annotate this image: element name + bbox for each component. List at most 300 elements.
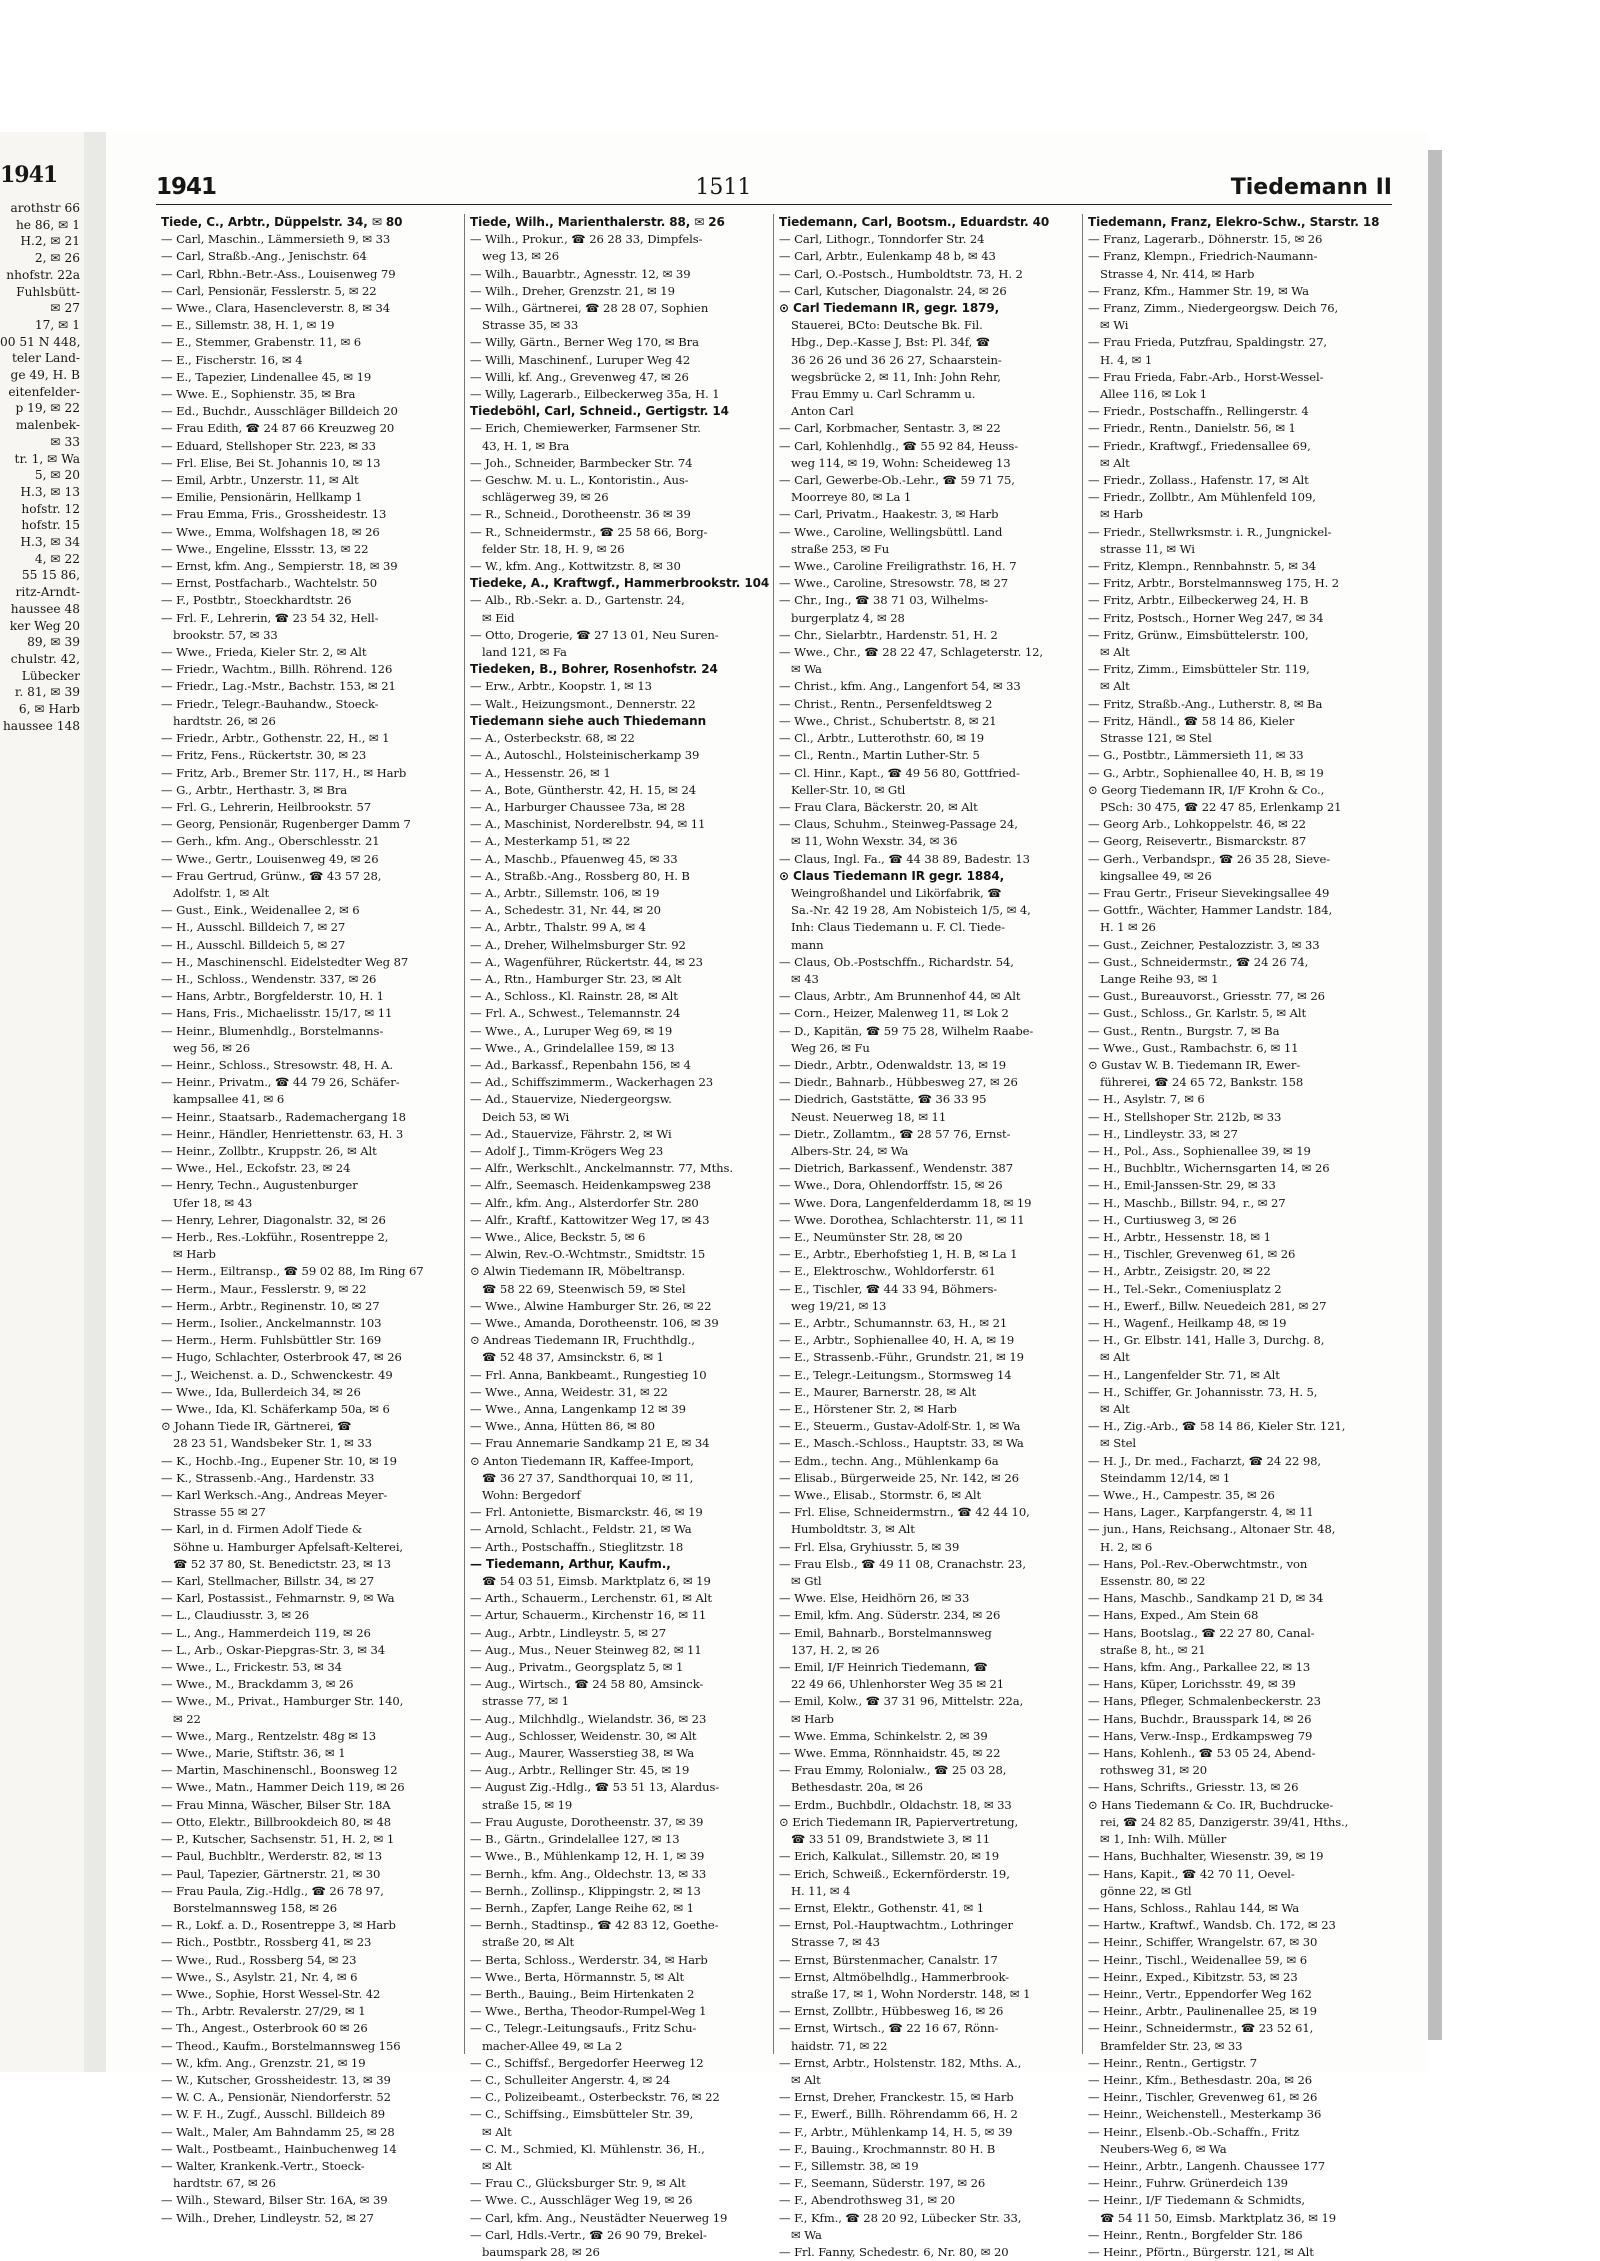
directory-entry: — H., Maschb., Billstr. 94, r., ✉ 27 — [1088, 1195, 1286, 1210]
directory-entry: — Franz, Zimm., Niedergeorgsw. Deich 76, — [1088, 301, 1339, 316]
directory-entry: ☎ 58 22 69, Steenwisch 59, ✉ Stel — [482, 1281, 686, 1296]
directory-entry: — Alfr., Seemasch. Heidenkampsweg 238 — [470, 1178, 711, 1193]
directory-entry: — Frl. Anna, Bankbeamt., Rungestieg 10 — [470, 1367, 707, 1382]
directory-entry: — Wwe., Clara, Hasencleverstr. 8, ✉ 34 — [161, 301, 391, 316]
directory-entry: — H., Lindleystr. 33, ✉ 27 — [1088, 1126, 1238, 1141]
directory-entry: — H., Pol., Ass., Sophienallee 39, ✉ 19 — [1088, 1143, 1311, 1158]
directory-entry: — Heinr., Tischler, Grevenweg 61, ✉ 26 — [1088, 2090, 1318, 2105]
previous-page-line: Fuhlsbütt- — [16, 284, 80, 299]
directory-entry: ☎ 52 37 80, St. Benedictstr. 23, ✉ 13 — [173, 1556, 391, 1571]
previous-page-line: ritz-Arndt- — [15, 585, 80, 600]
directory-entry: weg 19/21, ✉ 13 — [791, 1298, 887, 1313]
directory-entry: baumspark 28, ✉ 26 — [482, 2244, 600, 2259]
directory-entry: ✉ Eid — [482, 610, 515, 625]
directory-entry: — Heinr., Kfm., Bethesdastr. 20a, ✉ 26 — [1088, 2072, 1313, 2087]
directory-entry: — Hans, Maschb., Sandkamp 21 D, ✉ 34 — [1088, 1591, 1324, 1606]
directory-entry: — Heinr., Rentn., Gertigstr. 7 — [1088, 2055, 1258, 2070]
directory-entry: — Wwe. E., Sophienstr. 35, ✉ Bra — [161, 387, 356, 402]
directory-entry: — Bernh., Zollinsp., Klippingstr. 2, ✉ 13 — [470, 1883, 701, 1898]
directory-entry: — Frl. Elise, Schneidermstrn., ☎ 42 44 10, — [779, 1505, 1030, 1520]
previous-page-year: 1941 — [0, 162, 58, 188]
directory-entry: Neust. Neuerweg 18, ✉ 11 — [791, 1109, 947, 1124]
directory-entry: — Wwe. Emma, Rönnhaidstr. 45, ✉ 22 — [779, 1746, 1001, 1761]
directory-entry: — Hans, Bootslag., ☎ 22 27 80, Canal- — [1088, 1625, 1315, 1640]
directory-entry: — Frau Annemarie Sandkamp 21 E, ✉ 34 — [470, 1436, 710, 1451]
directory-entry: — H., Arbtr., Hessenstr. 18, ✉ 1 — [1088, 1229, 1271, 1244]
directory-entry: — Hans, Kohlenh., ☎ 53 05 24, Abend- — [1088, 1746, 1316, 1761]
directory-entry: — Alwin, Rev.-O.-Wchtmstr., Smidtstr. 15 — [470, 1247, 706, 1262]
directory-entry: Inh: Claus Tiedemann u. F. Cl. Tiede- — [791, 920, 1006, 935]
directory-entry: strasse 77, ✉ 1 — [482, 1694, 569, 1709]
directory-entry: — Franz, Lagerarb., Döhnerstr. 15, ✉ 26 — [1088, 232, 1323, 247]
directory-entry: kampsallee 41, ✉ 6 — [173, 1092, 285, 1107]
directory-entry: — H., Arbtr., Zeisigstr. 20, ✉ 22 — [1088, 1264, 1271, 1279]
directory-entry: — F., Arbtr., Mühlenkamp 14, H. 5, ✉ 39 — [779, 2124, 1013, 2139]
previous-page-line: tr. 1, ✉ Wa — [14, 451, 80, 466]
directory-entry: — Wwe., Gust., Rambachstr. 6, ✉ 11 — [1088, 1040, 1299, 1055]
directory-entry: — Arth., Schauerm., Lerchenstr. 61, ✉ Alt — [470, 1591, 712, 1606]
directory-entry: — Aug., Arbtr., Lindleystr. 5, ✉ 27 — [470, 1625, 666, 1640]
directory-entry: — Herm., Isolier., Anckelmannstr. 103 — [161, 1316, 382, 1330]
directory-entry: — Christ., Rentn., Persenfeldtsweg 2 — [779, 696, 993, 711]
directory-entry: — Emil, Bahnarb., Borstelmannsweg — [779, 1625, 992, 1640]
directory-column-4 — [1083, 214, 1392, 2259]
directory-entry: — Franz, Klempn., Friedrich-Naumann- — [1088, 249, 1318, 264]
directory-entry: — Heinr., Schiffer, Wrangelstr. 67, ✉ 30 — [1088, 1935, 1318, 1950]
directory-entry: — Wwe., Dora, Ohlendorffstr. 15, ✉ 26 — [779, 1178, 1003, 1193]
directory-entry: ✉ Gtl — [791, 1574, 822, 1589]
directory-entry: Tiedemann, Carl, Bootsm., Eduardstr. 40 — [779, 215, 1050, 229]
previous-page-line: 89, ✉ 39 — [27, 635, 80, 650]
directory-entry: — Ad., Stauervize, Fährstr. 2, ✉ Wi — [470, 1126, 672, 1141]
directory-entry: — Herm., Eiltransp., ☎ 59 02 88, Im Ring 67 — [161, 1264, 424, 1279]
directory-entry: — R., Schneid., Dorotheenstr. 36 ✉ 39 — [470, 507, 691, 522]
header-year: 1941 — [156, 174, 217, 200]
directory-entry: — Wwe., Anna, Langenkamp 12 ✉ 39 — [470, 1402, 686, 1417]
directory-entry: — Frl. F., Lehrerin, ☎ 23 54 32, Hell- — [161, 610, 379, 625]
directory-entry: — Carl, Rbhn.-Betr.-Ass., Louisenweg 79 — [161, 266, 396, 281]
directory-entry: — Erdm., Buchbdlr., Oldachstr. 18, ✉ 33 — [779, 1797, 1012, 1812]
directory-entry: — Cl., Rentn., Martin Luther-Str. 5 — [779, 748, 980, 763]
directory-entry: Tiede, Wilh., Marienthalerstr. 88, ✉ 26 — [470, 215, 725, 229]
directory-entry: — Wwe., Caroline, Wellingsbüttl. Land — [779, 524, 1003, 539]
directory-columns — [156, 214, 1392, 2259]
directory-entry: — Ad., Barkassf., Repenbahn 156, ✉ 4 — [470, 1057, 691, 1072]
directory-entry: Bramfelder Str. 23, ✉ 33 — [1100, 2038, 1243, 2053]
previous-page-line: ✉ 33 — [50, 434, 80, 449]
directory-entry: — Heinr., Tischl., Weidenallee 59, ✉ 6 — [1088, 1952, 1307, 1967]
directory-entry: — A., Straßb.-Ang., Rossberg 80, H. B — [470, 868, 690, 883]
directory-entry: — Ed., Buchdr., Ausschläger Billdeich 20 — [161, 404, 398, 419]
directory-entry: — A., Autoschl., Holsteinischerkamp 39 — [470, 748, 700, 763]
directory-entry: ✉ Harb — [173, 1247, 216, 1262]
directory-entry: — Corn., Heizer, Malenweg 11, ✉ Lok 2 — [779, 1006, 1009, 1021]
directory-entry: — Wwe., Gertr., Louisenweg 49, ✉ 26 — [161, 851, 379, 866]
directory-entry: — Carl, Gewerbe-Ob.-Lehr., ☎ 59 71 75, — [779, 473, 1015, 488]
directory-entry: — E., Maurer, Barnerstr. 28, ✉ Alt — [779, 1384, 977, 1399]
directory-entry: — Bernh., Stadtinsp., ☎ 42 83 12, Goethe- — [470, 1918, 719, 1933]
directory-entry: — Paul, Tapezier, Gärtnerstr. 21, ✉ 30 — [161, 1866, 381, 1881]
directory-entry: — Hans, Verw.-Insp., Erdkampsweg 79 — [1088, 1728, 1313, 1743]
directory-entry: — Geschw. M. u. L., Kontoristin., Aus- — [470, 473, 689, 488]
directory-entry: — H., Tel.-Sekr., Comeniusplatz 2 — [1088, 1281, 1282, 1296]
directory-entry: — Willy, Gärtn., Berner Weg 170, ✉ Bra — [470, 335, 699, 350]
directory-entry: Ufer 18, ✉ 43 — [173, 1195, 253, 1210]
directory-entry: — Th., Arbtr. Revalerstr. 27/29, ✉ 1 — [161, 2004, 366, 2019]
directory-entry: — Wwe., Berta, Hörmannstr. 5, ✉ Alt — [470, 1969, 685, 1984]
directory-entry: — Wilh., Prokur., ☎ 26 28 33, Dimpfels- — [470, 232, 703, 247]
directory-entry: — E., Stemmer, Grabenstr. 11, ✉ 6 — [161, 335, 362, 350]
directory-entry: — A., Maschb., Pfauenweg 45, ✉ 33 — [470, 851, 678, 866]
directory-entry: ✉ Alt — [1100, 1350, 1130, 1365]
directory-entry: — E., Elektroschw., Wohldorferstr. 61 — [779, 1264, 996, 1279]
directory-entry: Keller-Str. 10, ✉ Gtl — [791, 782, 906, 797]
directory-entry: Weingroßhandel und Likörfabrik, ☎ — [791, 885, 1002, 900]
directory-entry: — Wwe., Amanda, Dorotheenstr. 106, ✉ 39 — [470, 1316, 719, 1330]
previous-page-line: 00 51 N 448, — [0, 334, 81, 349]
directory-entry: — A., Mesterkamp 51, ✉ 22 — [470, 834, 631, 849]
directory-entry: ✉ Alt — [1100, 1402, 1130, 1417]
directory-entry: ✉ Alt — [482, 2124, 512, 2139]
directory-entry: ✉ Alt — [482, 2158, 512, 2173]
directory-entry: — A., Maschinist, Norderelbstr. 94, ✉ 11 — [470, 817, 706, 832]
directory-entry: — Chr., Ing., ☎ 38 71 03, Wilhelms- — [779, 593, 989, 608]
directory-entry: — Dietr., Zollamtm., ☎ 28 57 76, Ernst- — [779, 1126, 1011, 1141]
directory-entry: — F., Seemann, Süderstr. 197, ✉ 26 — [779, 2176, 986, 2191]
directory-column-3 — [774, 214, 1083, 2259]
directory-entry: — Wilh., Bauarbtr., Agnesstr. 12, ✉ 39 — [470, 266, 691, 281]
directory-entry: ☎ 33 51 09, Brandstwiete 3, ✉ 11 — [791, 1832, 990, 1847]
directory-entry: — Carl, Straßb.-Ang., Jenischstr. 64 — [161, 249, 367, 264]
directory-entry: — Wwe., Caroline, Stresowstr. 78, ✉ 27 — [779, 576, 1009, 591]
directory-entry: — W., Kutscher, Grossheidestr. 13, ✉ 39 — [161, 2072, 391, 2087]
directory-entry: — Wwe., Marg., Rentzelstr. 48g ✉ 13 — [161, 1728, 376, 1743]
directory-entry: — Emil, Kolw., ☎ 37 31 96, Mittelstr. 22a, — [779, 1694, 1024, 1709]
directory-entry: — E., Fischerstr. 16, ✉ 4 — [161, 352, 303, 367]
directory-entry: — Carl, Kutscher, Diagonalstr. 24, ✉ 26 — [779, 283, 1007, 298]
previous-page-line: 2, ✉ 26 — [34, 251, 80, 266]
directory-entry: — Ernst, kfm. Ang., Sempierstr. 18, ✉ 39 — [161, 559, 398, 574]
directory-entry: — D., Kapitän, ☎ 59 75 28, Wilhelm Raabe- — [779, 1023, 1034, 1038]
directory-entry: ✉ Wa — [791, 662, 822, 677]
directory-entry: — R., Schneidermstr., ☎ 25 58 66, Borg- — [470, 524, 708, 539]
directory-entry: — Wwe., Rud., Rossberg 54, ✉ 23 — [161, 1952, 357, 1967]
directory-entry: — Wwe., Caroline Freiligrathstr. 16, H. 7 — [779, 559, 1017, 574]
directory-entry: — Heinr., Vertr., Eppendorfer Weg 162 — [1088, 1986, 1312, 2001]
directory-entry: — A., Rtn., Hamburger Str. 23, ✉ Alt — [470, 971, 682, 986]
book-gutter — [84, 132, 106, 2072]
previous-page-line: 55 15 86, — [21, 568, 80, 583]
directory-entry: — Paul, Buchbltr., Werderstr. 82, ✉ 13 — [161, 1849, 382, 1864]
directory-entry: straße 15, ✉ 19 — [482, 1797, 573, 1812]
directory-entry: — Wilh., Dreher, Lindleystr. 52, ✉ 27 — [161, 2210, 374, 2225]
directory-entry: — F., Abendrothsweg 31, ✉ 20 — [779, 2193, 956, 2208]
directory-entry: — Hans, Arbtr., Borgfelderstr. 10, H. 1 — [161, 989, 384, 1004]
directory-entry: straße 8, ht., ✉ 21 — [1100, 1642, 1206, 1657]
directory-entry: — August Zig.-Hdlg., ☎ 53 51 13, Alardus- — [470, 1780, 720, 1795]
directory-entry: Lange Reihe 93, ✉ 1 — [1100, 971, 1219, 986]
directory-entry: — Karl, Stellmacher, Billstr. 34, ✉ 27 — [161, 1574, 375, 1589]
directory-entry: — Georg, Reisevertr., Bismarckstr. 87 — [1088, 834, 1307, 849]
directory-entry: — Aug., Schlosser, Weidenstr. 30, ✉ Alt — [470, 1728, 697, 1743]
directory-entry: — H., Emil-Janssen-Str. 29, ✉ 33 — [1088, 1178, 1276, 1193]
directory-entry: — Bernh., Zapfer, Lange Reihe 62, ✉ 1 — [470, 1900, 694, 1915]
directory-entry: — Claus, Arbtr., Am Brunnenhof 44, ✉ Alt — [779, 989, 1021, 1004]
directory-entry: ⊙ Anton Tiedemann IR, Kaffee-Import, — [470, 1453, 694, 1468]
directory-entry: Moorreye 80, ✉ La 1 — [791, 490, 912, 505]
directory-entry: — Arnold, Schlacht., Feldstr. 21, ✉ Wa — [470, 1522, 692, 1537]
directory-entry: — Heinr., Zollbtr., Kruppstr. 26, ✉ Alt — [161, 1143, 377, 1158]
directory-entry: ☎ 52 48 37, Amsinckstr. 6, ✉ 1 — [482, 1350, 664, 1365]
directory-entry: straße 253, ✉ Fu — [791, 541, 890, 556]
directory-entry: — Wwe., Emma, Wolfshagen 18, ✉ 26 — [161, 524, 380, 539]
directory-entry: — C., Polizeibeamt., Osterbeckstr. 76, ✉ 22 — [470, 2090, 720, 2105]
directory-entry: — Wwe., A., Grindelallee 159, ✉ 13 — [470, 1040, 675, 1055]
directory-entry: — Ernst, Wirtsch., ☎ 22 16 67, Rönn- — [779, 2021, 999, 2036]
directory-entry: — Theod., Kaufm., Borstelmannsweg 156 — [161, 2038, 401, 2053]
directory-entry: — Frau Emma, Fris., Grossheidestr. 13 — [161, 507, 387, 522]
directory-entry: — Fritz, Postsch., Horner Weg 247, ✉ 34 — [1088, 610, 1324, 625]
directory-entry: Weg 26, ✉ Fu — [791, 1040, 870, 1055]
directory-entry: — Alfr., Werkschlt., Anckelmannstr. 77, Mths. — [470, 1161, 733, 1176]
directory-entry: — F., Bauing., Krochmannstr. 80 H. B — [779, 2141, 996, 2156]
directory-entry: — Claus, Ob.-Postschffn., Richardstr. 54, — [779, 954, 1014, 969]
previous-page-line: H.3, ✉ 13 — [20, 484, 80, 499]
directory-entry: Anton Carl — [791, 404, 854, 419]
previous-page-line: haussee 48 — [10, 601, 80, 616]
directory-entry: — Erw., Arbtr., Koopstr. 1, ✉ 13 — [470, 679, 652, 694]
previous-page-line: nhofstr. 22a — [6, 267, 80, 282]
directory-entry: haidstr. 71, ✉ 22 — [791, 2038, 888, 2053]
directory-entry: — Carl, kfm. Ang., Neustädter Neuerweg 19 — [470, 2210, 728, 2225]
directory-entry: — Ad., Stauervize, Niedergeorgsw. — [470, 1092, 672, 1107]
previous-page-line: hofstr. 12 — [21, 501, 80, 516]
directory-entry: ⊙ Hans Tiedemann & Co. IR, Buchdrucke- — [1088, 1797, 1334, 1812]
previous-page-line: hofstr. 15 — [21, 518, 80, 533]
directory-entry: — Joh., Schneider, Barmbecker Str. 74 — [470, 455, 693, 470]
directory-entry: — Friedr., Lag.-Mstr., Bachstr. 153, ✉ 21 — [161, 679, 396, 694]
directory-entry: strasse 11, ✉ Wi — [1100, 541, 1195, 556]
directory-entry: ✉ Alt — [791, 2072, 821, 2087]
directory-entry: Allee 116, ✉ Lok 1 — [1100, 387, 1208, 402]
directory-entry: Tiede, C., Arbtr., Düppelstr. 34, ✉ 80 — [161, 215, 403, 229]
directory-entry: — Wwe. Else, Heidhörn 26, ✉ 33 — [779, 1591, 970, 1606]
directory-entry: — Emil, Arbtr., Unzerstr. 11, ✉ Alt — [161, 473, 359, 488]
directory-entry: — Friedr., Arbtr., Gothenstr. 22, H., ✉ 1 — [161, 731, 390, 746]
directory-entry: — Heinr., Schloss., Stresowstr. 48, H. A. — [161, 1057, 393, 1072]
directory-entry: — Aug., Privatm., Georgsplatz 5, ✉ 1 — [470, 1660, 684, 1675]
directory-entry: Strasse 7, ✉ 43 — [791, 1935, 880, 1950]
directory-entry: — Frl. G., Lehrerin, Heilbrookstr. 57 — [161, 799, 372, 814]
directory-entry: — E., Arbtr., Sophienallee 40, H. A, ✉ 19 — [779, 1333, 1015, 1348]
directory-entry: — Wwe., H., Campestr. 35, ✉ 26 — [1088, 1488, 1275, 1503]
directory-entry: — Aug., Arbtr., Rellinger Str. 45, ✉ 19 — [470, 1763, 690, 1778]
directory-entry: — Wwe., Alice, Beckstr. 5, ✉ 6 — [470, 1229, 646, 1244]
directory-entry: — Walter, Krankenk.-Vertr., Stoeck- — [161, 2158, 365, 2173]
directory-entry: — Wilh., Steward, Bilser Str. 16A, ✉ 39 — [161, 2193, 388, 2208]
directory-entry: — A., Schedestr. 31, Nr. 44, ✉ 20 — [470, 903, 661, 918]
directory-entry: — Diedrich, Gaststätte, ☎ 36 33 95 — [779, 1092, 987, 1107]
directory-entry: weg 56, ✉ 26 — [173, 1040, 250, 1055]
directory-entry: Stauerei, BCto: Deutsche Bk. Fil. — [791, 318, 983, 333]
directory-entry: Wohn: Bergedorf — [482, 1488, 581, 1503]
directory-entry: — H., Zig.-Arb., ☎ 58 14 86, Kieler Str. 121, — [1088, 1419, 1346, 1434]
directory-entry: — Georg, Pensionär, Rugenberger Damm 7 — [161, 817, 411, 832]
directory-entry: — H. J., Dr. med., Facharzt, ☎ 24 22 98, — [1088, 1453, 1321, 1468]
directory-entry: — Karl Werksch.-Ang., Andreas Meyer- — [161, 1488, 388, 1503]
directory-entry: führerei, ☎ 24 65 72, Bankstr. 158 — [1100, 1075, 1304, 1090]
directory-entry: Borstelmannsweg 158, ✉ 26 — [173, 1900, 338, 1915]
directory-entry: — Frau Gertr., Friseur Sievekingsallee 49 — [1088, 885, 1330, 900]
directory-entry: — Rich., Postbtr., Rossberg 41, ✉ 23 — [161, 1935, 372, 1950]
directory-entry: — Wwe., Sophie, Horst Wessel-Str. 42 — [161, 1986, 381, 2001]
directory-entry: — Ernst, Zollbtr., Hübbesweg 16, ✉ 26 — [779, 2004, 1004, 2019]
previous-page-sliver — [0, 132, 85, 2072]
directory-entry: — Heinr., Exped., Kibitzstr. 53, ✉ 23 — [1088, 1969, 1298, 1984]
previous-page-line: Lübecker — [21, 668, 80, 683]
directory-entry: — Ernst, Altmöbelhdlg., Hammerbrook- — [779, 1969, 1009, 1984]
directory-entry: ✉ Harb — [1100, 507, 1143, 522]
directory-entry: 28 23 51, Wandsbeker Str. 1, ✉ 33 — [173, 1436, 372, 1451]
directory-entry: — Friedr., Zollbtr., Am Mühlenfeld 109, — [1088, 490, 1316, 505]
directory-entry: — Wwe., Elisab., Stormstr. 6, ✉ Alt — [779, 1488, 982, 1503]
directory-entry: PSch: 30 475, ☎ 22 47 85, Erlenkamp 21 — [1100, 799, 1342, 814]
directory-page — [106, 132, 1428, 2259]
directory-entry: Strasse 4, Nr. 414, ✉ Harb — [1100, 266, 1255, 281]
directory-entry: — Hans, Schrifts., Griesstr. 13, ✉ 26 — [1088, 1780, 1299, 1795]
directory-entry: — Frau Clara, Bäckerstr. 20, ✉ Alt — [779, 799, 978, 814]
directory-entry: ⊙ Alwin Tiedemann IR, Möbeltransp. — [470, 1264, 686, 1279]
directory-entry: — Herm., Herm. Fuhlsbüttler Str. 169 — [161, 1333, 382, 1348]
directory-entry: — Eduard, Stellshoper Str. 223, ✉ 33 — [161, 438, 376, 453]
directory-entry: — W., kfm. Ang., Grenzstr. 21, ✉ 19 — [161, 2055, 366, 2070]
directory-entry: — Alfr., kfm. Ang., Alsterdorfer Str. 280 — [470, 1195, 699, 1210]
directory-entry: — Frl. Fanny, Schedestr. 6, Nr. 80, ✉ 20 — [779, 2244, 1009, 2259]
directory-entry: — Wwe., A., Luruper Weg 69, ✉ 19 — [470, 1023, 673, 1038]
directory-entry: — Ernst, Elektr., Gothenstr. 41, ✉ 1 — [779, 1900, 985, 1915]
directory-entry: Strasse 55 ✉ 27 — [173, 1505, 266, 1520]
directory-entry: Albers-Str. 24, ✉ Wa — [791, 1143, 909, 1158]
directory-entry: — Heinr., Schneidermstr., ☎ 23 52 61, — [1088, 2021, 1314, 2036]
directory-entry: ✉ Wa — [791, 2227, 822, 2242]
directory-entry: felder Str. 18, H. 9, ✉ 26 — [482, 541, 625, 556]
directory-entry: ☎ 54 11 50, Eimsb. Marktplatz 36, ✉ 19 — [1100, 2210, 1337, 2225]
directory-entry: Tiedeböhl, Carl, Schneid., Gertigstr. 14 — [470, 404, 729, 419]
directory-entry: — Herm., Maur., Fesslerstr. 9, ✉ 22 — [161, 1281, 367, 1296]
directory-entry: — Hans, Schloss., Rahlau 144, ✉ Wa — [1088, 1900, 1300, 1915]
directory-entry: ✉ 11, Wohn Wexstr. 34, ✉ 36 — [791, 834, 958, 849]
directory-entry: — Gust., Rentn., Burgstr. 7, ✉ Ba — [1088, 1023, 1280, 1038]
directory-entry: — Wwe., S., Asylstr. 21, Nr. 4, ✉ 6 — [161, 1969, 358, 1984]
directory-entry: ☎ 54 03 51, Eimsb. Marktplatz 6, ✉ 19 — [482, 1574, 711, 1589]
directory-entry: — Gust., Schloss., Gr. Karlstr. 5, ✉ Alt — [1088, 1006, 1307, 1021]
directory-entry: — W. C. A., Pensionär, Niendorferstr. 52 — [161, 2090, 391, 2105]
directory-entry: — Friedr., Wachtm., Billh. Röhrend. 126 — [161, 662, 393, 677]
previous-page-line: malenbek- — [15, 418, 80, 433]
previous-page-line: H.2, ✉ 21 — [20, 234, 80, 249]
directory-entry: — Gust., Schneidermstr., ☎ 24 26 74, — [1088, 954, 1309, 969]
directory-entry: — Alfr., Kraftf., Kattowitzer Weg 17, ✉ 43 — [470, 1212, 710, 1227]
directory-entry: Steindamm 12/14, ✉ 1 — [1100, 1470, 1231, 1485]
directory-entry: — A., Arbtr., Thalstr. 99 A, ✉ 4 — [470, 920, 646, 935]
directory-entry: — Wwe., Hel., Eckofstr. 23, ✉ 24 — [161, 1161, 351, 1176]
directory-entry: — Gerh., kfm. Ang., Oberschlesstr. 21 — [161, 834, 380, 849]
directory-entry: — Herb., Res.-Lokführ., Rosentreppe 2, — [161, 1229, 389, 1244]
directory-entry: — H., Langenfelder Str. 71, ✉ Alt — [1088, 1367, 1280, 1382]
directory-entry: — L., Claudiusstr. 3, ✉ 26 — [161, 1608, 310, 1623]
directory-entry: — F., Sillemstr. 38, ✉ 19 — [779, 2158, 919, 2173]
directory-entry: — Aug., Mus., Neuer Steinweg 82, ✉ 11 — [470, 1642, 702, 1657]
directory-entry: — Emil, I/F Heinrich Tiedemann, ☎ — [779, 1660, 988, 1675]
directory-entry: H. 1 ✉ 26 — [1100, 920, 1156, 935]
directory-entry: macher-Allee 49, ✉ La 2 — [482, 2038, 623, 2053]
previous-page-line: ge 49, H. B — [10, 368, 80, 383]
directory-entry: rei, ☎ 24 82 85, Danzigerstr. 39/41, Hths., — [1100, 1814, 1349, 1829]
directory-entry: ✉ Wi — [1100, 318, 1129, 333]
directory-entry: — Carl, Maschin., Lämmersieth 9, ✉ 33 — [161, 232, 391, 247]
previous-page-line: teler Land- — [11, 351, 80, 366]
directory-entry: — Erich, Chemiewerker, Farmsener Str. — [470, 421, 701, 436]
directory-entry: — Fritz, Händl., ☎ 58 14 86, Kieler — [1088, 713, 1295, 728]
directory-entry: — Ernst, Pol.-Hauptwachtm., Lothringer — [779, 1918, 1013, 1933]
directory-entry: — Wwe., Marie, Stiftstr. 36, ✉ 1 — [161, 1746, 346, 1761]
directory-entry: — H., Ausschl. Billdeich 5, ✉ 27 — [161, 937, 346, 952]
directory-entry: — Frl. Elise, Bei St. Johannis 10, ✉ 13 — [161, 455, 381, 470]
directory-entry: — Heinr., Weichenstell., Mesterkamp 36 — [1088, 2107, 1322, 2122]
directory-entry: — Erich, Kalkulat., Sillemstr. 20, ✉ 19 — [779, 1849, 999, 1864]
directory-entry: ⊙ Carl Tiedemann IR, gegr. 1879, — [779, 301, 1000, 316]
directory-entry: — Christ., kfm. Ang., Langenfort 54, ✉ 33 — [779, 679, 1021, 694]
directory-entry: — Ernst, Bürstenmacher, Canalstr. 17 — [779, 1952, 998, 1967]
directory-entry: — Wwe., M., Privat., Hamburger Str. 140, — [161, 1694, 404, 1709]
directory-entry: ✉ Harb — [791, 1711, 834, 1726]
page-edge-shadow — [1428, 150, 1442, 2040]
directory-entry: — E., Arbtr., Schumannstr. 63, H., ✉ 21 — [779, 1316, 1008, 1330]
directory-entry: ☎ 36 27 37, Sandthorquai 10, ✉ 11, — [482, 1470, 694, 1485]
directory-entry: — Franz, Kfm., Hammer Str. 19, ✉ Wa — [1088, 283, 1309, 298]
directory-entry: — Frau Minna, Wäscher, Bilser Str. 18A — [161, 1797, 391, 1812]
directory-entry: — Heinr., Staatsarb., Rademachergang 18 — [161, 1109, 406, 1124]
directory-entry: — Edm., techn. Ang., Mühlenkamp 6a — [779, 1453, 999, 1468]
directory-entry: — Cl. Hinr., Kapt., ☎ 49 56 80, Gottfried- — [779, 765, 1020, 780]
directory-entry: — Hartw., Kraftwf., Wandsb. Ch. 172, ✉ 23 — [1088, 1918, 1336, 1933]
directory-entry: Frau Emmy u. Carl Schramm u. — [791, 387, 976, 402]
directory-entry: — Wilh., Gärtnerei, ☎ 28 28 07, Sophien — [470, 301, 709, 316]
directory-entry: ✉ Alt — [1100, 645, 1130, 660]
directory-entry: Tiedeken, B., Bohrer, Rosenhofstr. 24 — [470, 662, 718, 677]
directory-entry: — E., Masch.-Schloss., Hauptstr. 33, ✉ Wa — [779, 1436, 1024, 1451]
directory-entry: — Alb., Rb.-Sekr. a. D., Gartenstr. 24, — [470, 593, 685, 608]
directory-entry: — Carl, Hdls.-Vertr., ☎ 26 90 79, Brekel- — [470, 2227, 707, 2242]
directory-entry: — Frau Auguste, Dorotheenstr. 37, ✉ 39 — [470, 1814, 704, 1829]
directory-entry: — Wwe., Christ., Schubertstr. 8, ✉ 21 — [779, 713, 997, 728]
directory-entry: schlägerweg 39, ✉ 26 — [482, 490, 609, 505]
directory-entry: — H., Schloss., Wendenstr. 337, ✉ 26 — [161, 971, 377, 986]
directory-entry: — Gottfr., Wächter, Hammer Landstr. 184, — [1088, 903, 1333, 918]
directory-entry: — Karl, Postassist., Fehmarnstr. 9, ✉ Wa — [161, 1591, 395, 1606]
directory-entry: — Hugo, Schlachter, Osterbrook 47, ✉ 26 — [161, 1350, 402, 1365]
directory-entry: — Ernst, Arbtr., Holstenstr. 182, Mths. A., — [779, 2055, 1022, 2070]
directory-entry: — Gust., Bureauvorst., Griesstr. 77, ✉ 26 — [1088, 989, 1325, 1004]
directory-entry: 22 49 66, Uhlenhorster Weg 35 ✉ 21 — [791, 1677, 1005, 1692]
directory-entry: — Heinr., Blumenhdlg., Borstelmanns- — [161, 1023, 384, 1038]
directory-entry: — Wwe., Ida, Kl. Schäferkamp 50a, ✉ 6 — [161, 1402, 390, 1417]
directory-column-2 — [465, 214, 774, 2259]
previous-page-line: chulstr. 42, — [10, 651, 80, 666]
directory-entry: hardtstr. 67, ✉ 26 — [173, 2176, 276, 2191]
directory-entry: brookstr. 57, ✉ 33 — [173, 627, 278, 642]
directory-entry: — H., Asylstr. 7, ✉ 6 — [1088, 1092, 1205, 1107]
